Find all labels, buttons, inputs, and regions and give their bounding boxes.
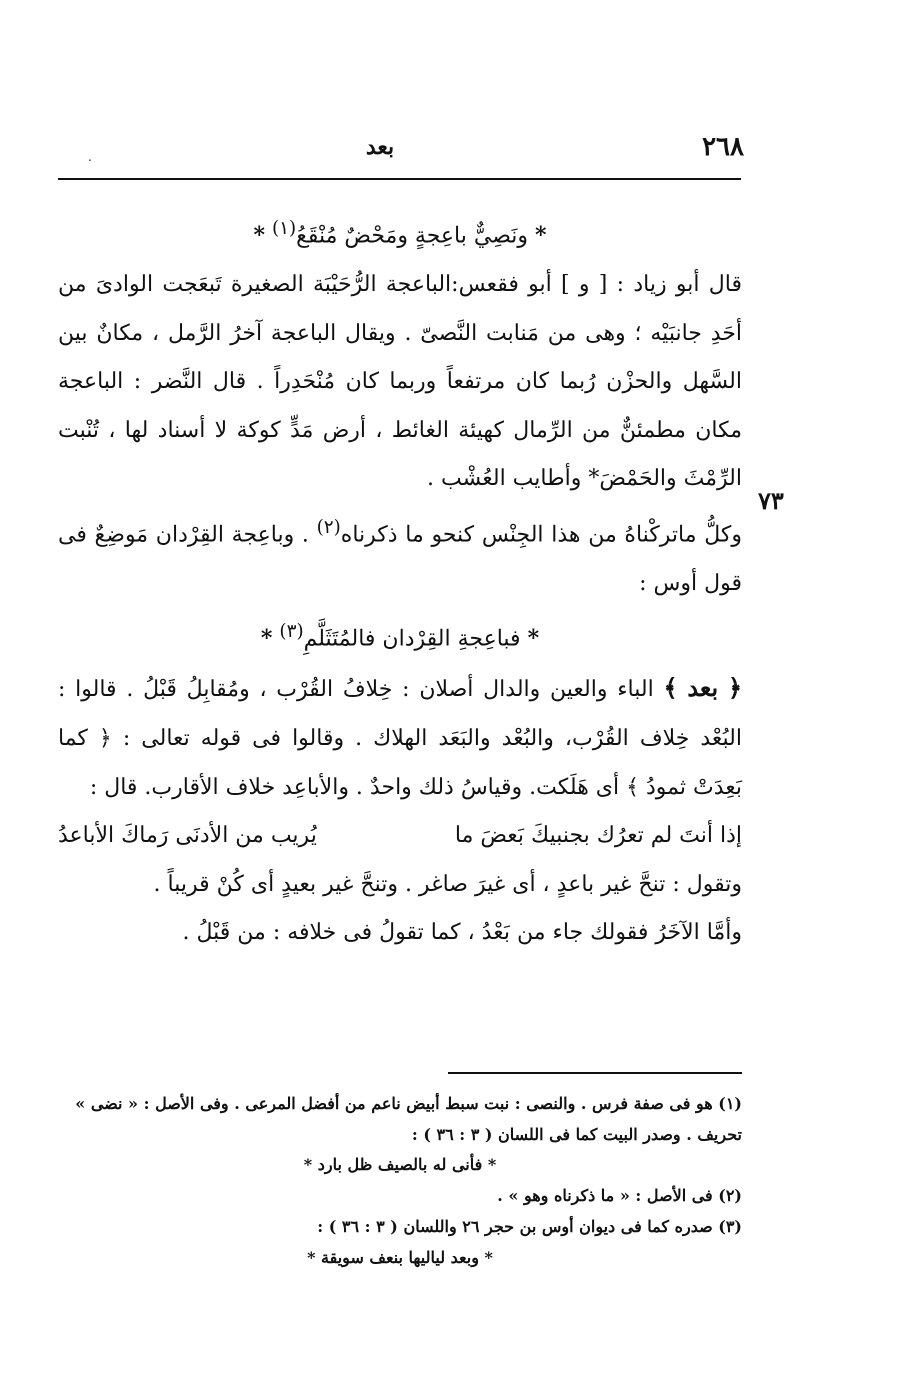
paragraph-5: وأمَّا الآخَرُ فقولك جاء من بَعْدُ ، كما تقولُ فى خلافه : من قَبْلُ . — [182, 920, 742, 946]
verse-quote-2 — [58, 608, 742, 664]
verse-star: * — [260, 625, 273, 652]
verse-star: * — [527, 625, 540, 652]
header-mark: . — [88, 150, 92, 164]
footnote-2: (٢) فى الأصل : « ما ذكرناه وهو » . — [497, 1186, 742, 1206]
footnote-3-verse: * وبعد لياليها بنعف سويقة * — [307, 1247, 493, 1267]
header-rule — [58, 178, 741, 180]
paragraph-2-rest: . وباعِجة القِرْدان مَوضِعٌ فى قول أوس : — [58, 522, 742, 596]
verse-star: * — [253, 222, 265, 249]
poem-line — [58, 812, 742, 861]
footnotes — [58, 1089, 742, 1273]
main-text — [58, 205, 742, 958]
paragraph-4: وتقول : تنحَّ غير باعدٍ ، أى غيرَ صاغر . وتنحَّ غير بعيدٍ أى كُنْ قريباً . — [153, 871, 742, 897]
page-number: ٢٦٨ — [702, 132, 744, 162]
margin-number: ٧٣ — [758, 486, 784, 515]
entry-headword: بعد — [687, 673, 719, 703]
footnote-ref-3: (٣) — [279, 621, 304, 643]
verse-quote-1 — [58, 205, 742, 261]
entry-paragraph — [58, 664, 742, 812]
running-head: بعد — [365, 134, 395, 160]
entry-bracket-close: ﴾ — [663, 673, 678, 703]
verse-text: ونَصِيٌّ باعِجةٍ ومَحْضٌ مُنْقَعُ — [296, 223, 529, 249]
footnote-rule — [448, 1072, 742, 1074]
paragraph-2 — [58, 504, 742, 609]
footnote-3: (٣) صدره كما فى ديوان أوس بن حجر ٢٦ واللسان ( ٣ : ٣٦ ) : — [317, 1216, 742, 1236]
paragraph-1: قال أبو زياد : [ و ] أبو فقعس:الباعجة الرُّحَيْبَة الصغيرة تَبعَجت الوادىَ من أحَدِ جانبَيْه ؛ وهى من مَنابت النَّصىّ . ويقال الباعجة آخرُ الرَّمل ، مكانٌ بين السَّهل والحزْن رُبما كان مرتفعاً وربما كان مُنْحَدِراً . قال النَّضر : الباعجة مكان مطمئنٌّ من الرِّمال كهيئة الغائط ، أرض مَدٍّ كوكة لا أسناد لها ، تُنْبت الرِّمْثَ والحَمْضَ* وأطايب العُشْب . — [58, 271, 742, 492]
footnote-ref-1: (١) — [271, 218, 297, 239]
poem-hemistich-second: يُريب من الأدنَى رَماكَ الأباعدُ — [58, 823, 317, 849]
paragraph-2-main: وكلُّ ماتركْناهُ من هذا الجِنْس كنحو ما ذكرناه — [340, 522, 742, 548]
verse-star: * — [535, 222, 547, 249]
entry-bracket-open: ﴿ — [727, 673, 742, 703]
verse-text: فباعِجةِ القِرْدان فالمُتَثَلَّمِ — [303, 626, 521, 652]
entry-text: الباء والعين والدال أصلان : خِلافُ القُرْب ، ومُقابِلُ قَبْلُ . قالوا : البُعْد خِلاف القُرْب، والبُعْد والبَعَد الهلاك . وقالوا فى قوله تعالى : ﴿ كما بَعِدَتْ ثمودُ ﴾ أى هَلَكت. وقياسُ ذلك واحدٌ . والأباعِد خلاف الأقارب. قال : — [58, 677, 742, 800]
poem-hemistich-first: إذا أنتَ لم تعرُك بجنبيكَ بَعضَ ما — [454, 823, 742, 849]
footnote-1: (١) هو فى صفة فرس . والنصى : نبت سبط أبيض ناعم من أفضل المرعى . وفى الأصل : « نضى » تحريف . وصدر البيت كما فى اللسان ( ٣ : ٣٦ ) : — [75, 1094, 742, 1144]
footnote-1-verse: * فأنى له بالصيف ظل بارد * — [303, 1155, 497, 1175]
footnote-ref-2: (٢) — [316, 516, 341, 538]
